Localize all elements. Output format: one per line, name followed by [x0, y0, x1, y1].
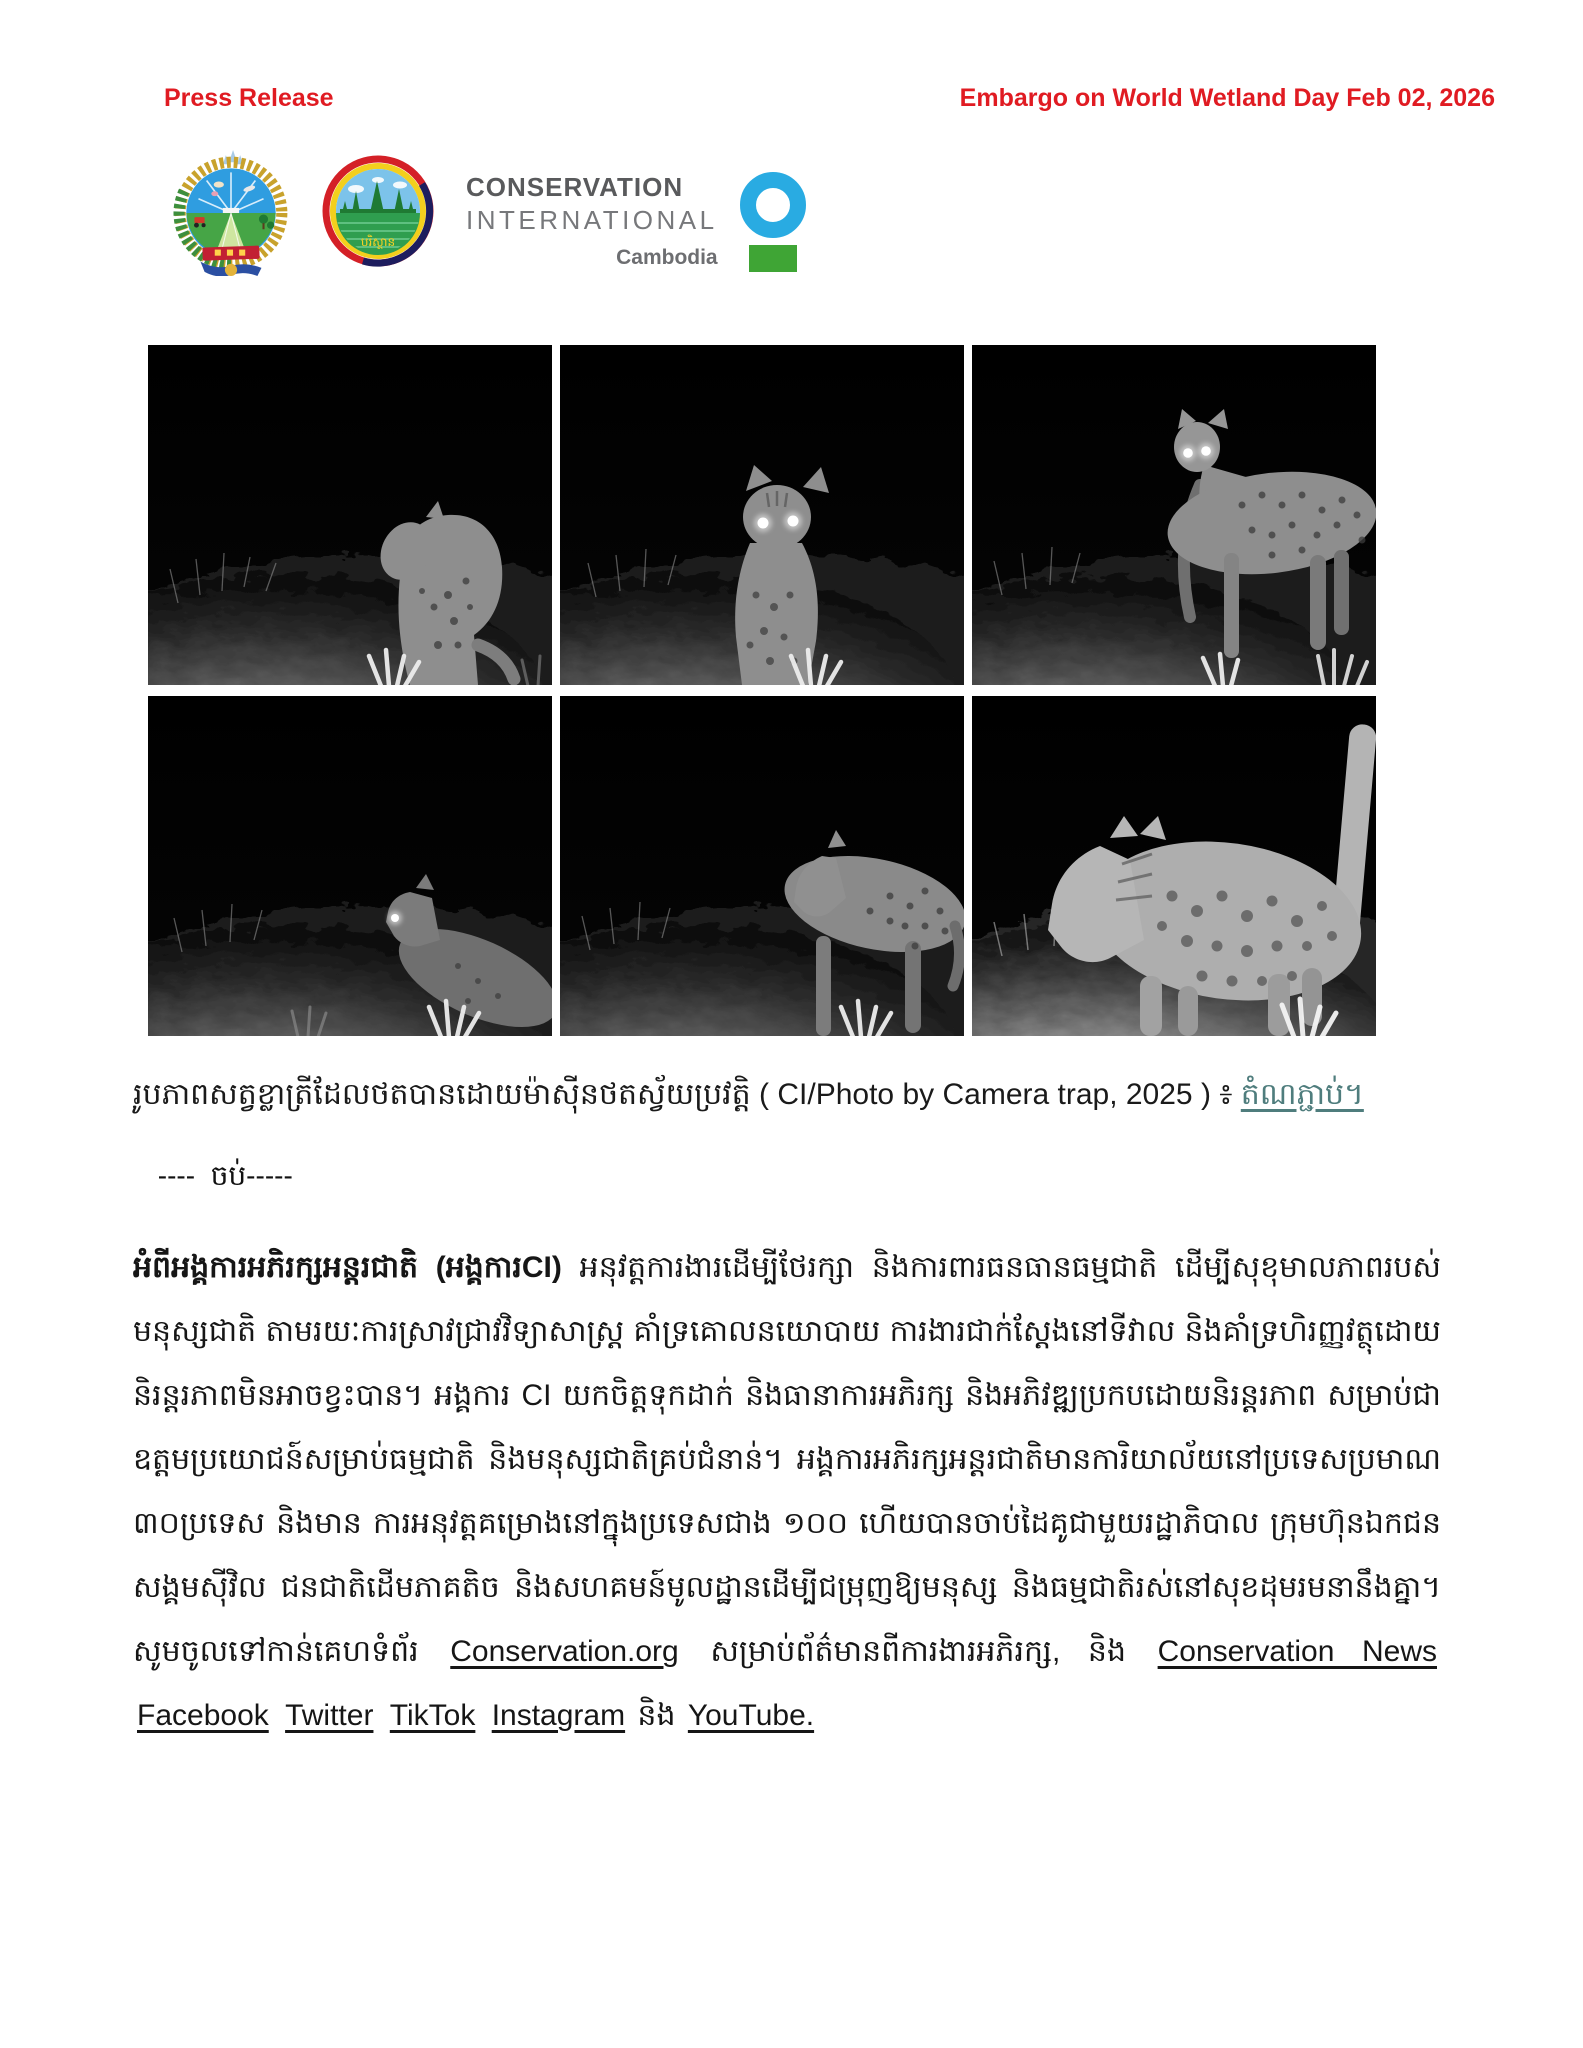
ci-line-cambodia: Cambodia	[616, 246, 718, 269]
camera-trap-photo-1	[148, 345, 552, 685]
ci-wordmark	[466, 172, 718, 270]
facebook-link[interactable]: Facebook	[137, 1699, 269, 1732]
ministry-environment-logo-icon	[318, 151, 438, 271]
conservation-news-link[interactable]: Conservation News	[1157, 1635, 1437, 1668]
ci-blue-ring-icon	[740, 172, 806, 238]
about-body-2: សម្រាប់ព័ត៌មានពីការងារអភិរក្ស, និង	[682, 1635, 1154, 1668]
press-release-label: Press Release	[164, 84, 334, 112]
youtube-link[interactable]: YouTube.	[687, 1699, 815, 1732]
moe-khmer-label: បរិស្ថាន	[360, 235, 396, 249]
conservation-org-link[interactable]: Conservation.org	[450, 1635, 679, 1668]
ci-green-block-icon	[749, 245, 797, 272]
end-marker: ---- ចប់-----	[150, 1160, 293, 1191]
camera-trap-photo-6	[972, 696, 1376, 1036]
camera-trap-photo-grid	[148, 345, 1376, 1036]
twitter-link[interactable]: Twitter	[285, 1699, 374, 1732]
about-body-1: អនុវត្តការងារដើម្បីថែរក្សា និងការពារធនធានធម្មជាតិ ដើម្បីសុខុមាលភាពរបស់មនុស្សជាតិ តាមរយៈការស្រាវជ្រាវវិទ្យាសាស្ត្រ គាំទ្រគោលនយោបាយ ការងារជាក់ស្តែងនៅទីវាល និងគាំទ្រហិរញ្ញវត្ថុដោយនិរន្តរភាពមិនអាចខ្វះបាន។ អង្គការ CI យកចិត្តទុកដាក់ និងធានាការអភិរក្ស និងអភិវឌ្ឍប្រកបដោយនិរន្តរភាព សម្រាប់ជាឧត្តមប្រយោជន៍សម្រាប់ធម្មជាតិ និងមនុស្សជាតិគ្រប់ជំនាន់។ អង្គការអភិរក្សអន្តរជាតិមានការិយាល័យនៅប្រទេសប្រមាណ ៣០ប្រទេស និងមាន ការអនុវត្តគម្រោងនៅក្នុងប្រទេសជាង ១០០ ហើយបានចាប់ដៃគូជាមួយរដ្ឋាភិបាល ក្រុមហ៊ុនឯកជន សង្គមស៊ីវិល ជនជាតិដើមភាគតិច និងសហគមន៍មូលដ្ឋានដើម្បីជម្រុញឱ្យមនុស្ស និងធម្មជាតិរស់នៅសុខដុមរមនានឹងគ្នា។ សូមចូលទៅកាន់គេហទំព័រ	[133, 1251, 1442, 1668]
conservation-international-logo	[466, 172, 806, 272]
camera-trap-photo-4	[148, 696, 552, 1036]
camera-trap-photo-2	[560, 345, 964, 685]
camera-trap-photo-3	[972, 345, 1376, 685]
ministry-agriculture-emblem-icon	[170, 148, 292, 276]
ci-line-conservation: CONSERVATION	[466, 172, 684, 202]
photo-caption	[133, 1072, 1453, 1117]
ci-line-international: INTERNATIONAL	[466, 205, 718, 235]
about-ci-paragraph	[133, 1236, 1441, 1748]
about-conjunction: និង	[629, 1699, 684, 1732]
instagram-link[interactable]: Instagram	[491, 1699, 626, 1732]
embargo-label: Embargo on World Wetland Day Feb 02, 2026	[959, 84, 1495, 112]
about-lead-bold: អំពីអង្គការអភិរក្សអន្តរជាតិ (អង្គការCI)	[133, 1251, 562, 1284]
caption-text: រូបភាពសត្វខ្លាត្រីដែលថតបានដោយម៉ាស៊ីនថតស្វ័យប្រវត្តិ ( CI/Photo by Camera trap, 2025 ) ៖	[133, 1078, 1241, 1111]
logo-row	[170, 148, 806, 276]
camera-trap-photo-5	[560, 696, 964, 1036]
attachment-link[interactable]: តំណភ្ជាប់។	[1240, 1078, 1364, 1111]
document-header	[164, 84, 1495, 113]
tiktok-link[interactable]: TikTok	[389, 1699, 476, 1732]
ci-mark	[740, 172, 806, 272]
